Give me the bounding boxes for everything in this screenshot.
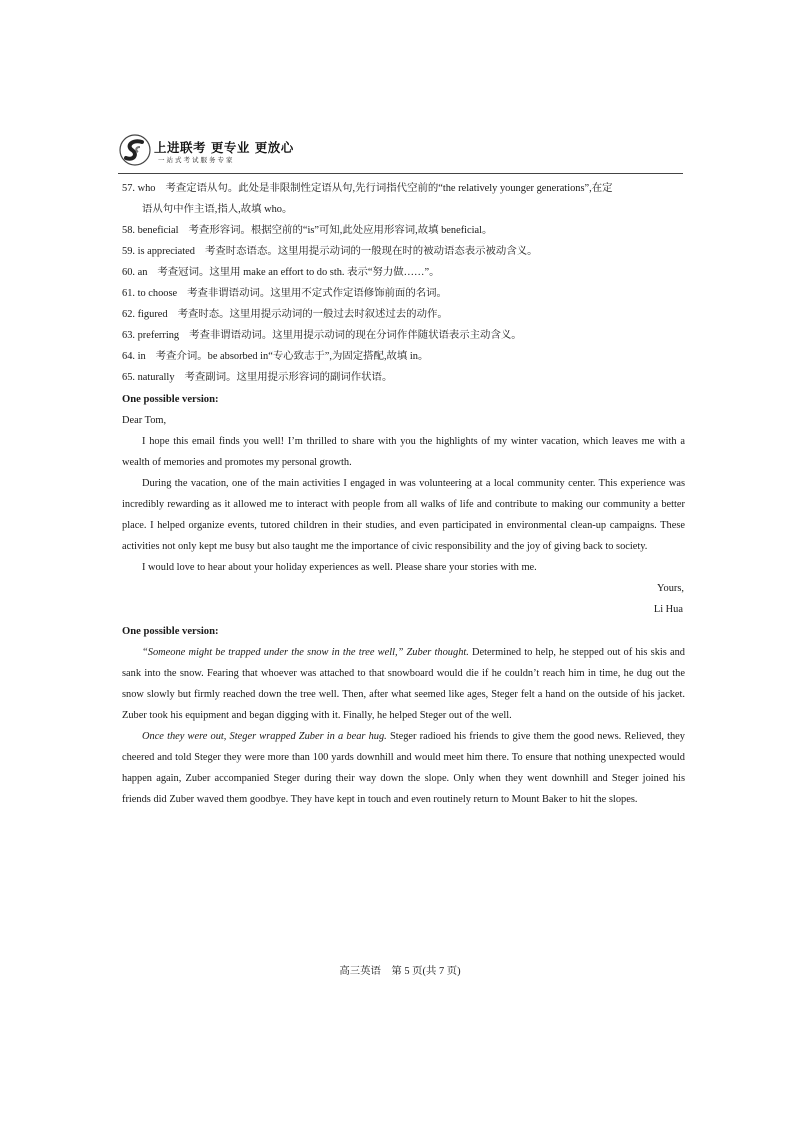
answer-word: 58. beneficial (122, 225, 179, 236)
answer-word: 64. in (122, 351, 146, 362)
answer-word: 61. to choose (122, 288, 178, 299)
story-heading: One possible version: (122, 626, 219, 637)
answer-explanation: 考查冠词。这里用 make an effort to do sth. 表示“努力做……”。 (157, 267, 440, 278)
answer-word: 60. an (122, 267, 148, 278)
answer-explanation-cont: 语从句中作主语,指人,故填 who。 (142, 204, 293, 215)
answer-item-57 (122, 178, 685, 220)
letter-paragraph: I hope this email finds you well! I’m thrilled to share with you the highlights of my winter vacation, which leaves me with a wealth of memories and promotes my personal growth. (122, 436, 685, 468)
letter-paragraph: During the vacation, one of the main activities I engaged in was volunteering at a local community center. This experience was incredibly rewarding as it allowed me to interact with people from all walks of life and contribute to making our community a better place. I helped organize events, tutored children in their studies, and even participated in environmental clean-up campaigns. These activities not only kept me busy but also taught me the importance of civic responsibility and the joy of giving back to society. (122, 478, 685, 552)
answer-explanation: 考查形容词。根据空前的“is”可知,此处应用形容词,故填 beneficial。 (188, 225, 493, 236)
letter-heading: One possible version: (122, 394, 219, 405)
answer-explanation: 考查非谓语动词。这里用提示动词的现在分词作伴随状语表示主动含义。 (189, 330, 522, 341)
answer-word: 62. figured (122, 309, 168, 320)
logo-subtitle: 一站式考试服务专家 (158, 156, 235, 164)
answer-item-64 (122, 346, 685, 367)
logo-title: 上进联考 更专业 更放心 (154, 140, 294, 155)
story-text-1: Determined to help, he stepped out of his skis and sank into the snow. Fearing that whoever was attached to that snowboard would die if he couldn’t reach him in time, he dug out the snow slowly but firmly reached down the tree well. Then, after what seemed like ages, Steger felt a hand on the outside of his jacket. Zuber took his equipment and began digging with it. Finally, he helped Steger out of the well. (122, 647, 685, 721)
letter-closing: Yours, (657, 583, 684, 594)
story-given-opening-1: “Someone might be trapped under the snow in the tree well,” Zuber thought. (142, 647, 469, 658)
header-divider (118, 173, 683, 174)
letter-signature: Li Hua (653, 604, 683, 615)
header (118, 133, 318, 173)
answer-word: 57. who (122, 183, 156, 194)
page-footer: 高三英语 第 5 页(共 7 页) (339, 966, 461, 977)
answer-content (122, 178, 685, 810)
answer-item-61 (122, 283, 685, 304)
letter-paragraph: I would love to hear about your holiday experiences as well. Please share your stories with me. (142, 562, 537, 573)
story-given-opening-2: Once they were out, Steger wrapped Zuber in a bear hug. (142, 731, 387, 742)
answer-word: 65. naturally (122, 372, 175, 383)
letter-salutation: Dear Tom, (122, 415, 167, 426)
answer-item-59 (122, 241, 685, 262)
story-paragraph-2 (122, 726, 685, 810)
answer-item-62 (122, 304, 685, 325)
answer-item-63 (122, 325, 685, 346)
story-text-2: Steger radioed his friends to give them the good news. Relieved, they cheered and told Steger they were more than 100 yards downhill and would meet him there. To ensure that nothing unexpected would happen again, Zuber accompanied Steger during their way down the slope. Only when they went downhill and Steger joined his friends did Zuber waved them goodbye. They have kept in touch and even routinely return to Mount Baker to hit the slopes. (122, 731, 685, 805)
answer-item-60 (122, 262, 685, 283)
answer-explanation: 考查介词。be absorbed in“专心致志于”,为固定搭配,故填 in。 (155, 351, 429, 362)
logo-icon (118, 133, 152, 167)
answer-item-65 (122, 367, 685, 388)
answer-explanation: 考查定语从句。此处是非限制性定语从句,先行词指代空前的“the relatively younger generations”,在定 (165, 183, 613, 194)
answer-word: 63. preferring (122, 330, 180, 341)
answer-explanation: 考查时态语态。这里用提示动词的一般现在时的被动语态表示被动含义。 (205, 246, 538, 257)
answer-word: 59. is appreciated (122, 246, 195, 257)
answer-explanation: 考查副词。这里用提示形容词的副词作状语。 (184, 372, 393, 383)
answer-explanation: 考查非谓语动词。这里用不定式作定语修饰前面的名词。 (187, 288, 447, 299)
answer-explanation: 考查时态。这里用提示动词的一般过去时叙述过去的动作。 (177, 309, 448, 320)
story-paragraph-1 (122, 642, 685, 726)
answer-item-58 (122, 220, 685, 241)
